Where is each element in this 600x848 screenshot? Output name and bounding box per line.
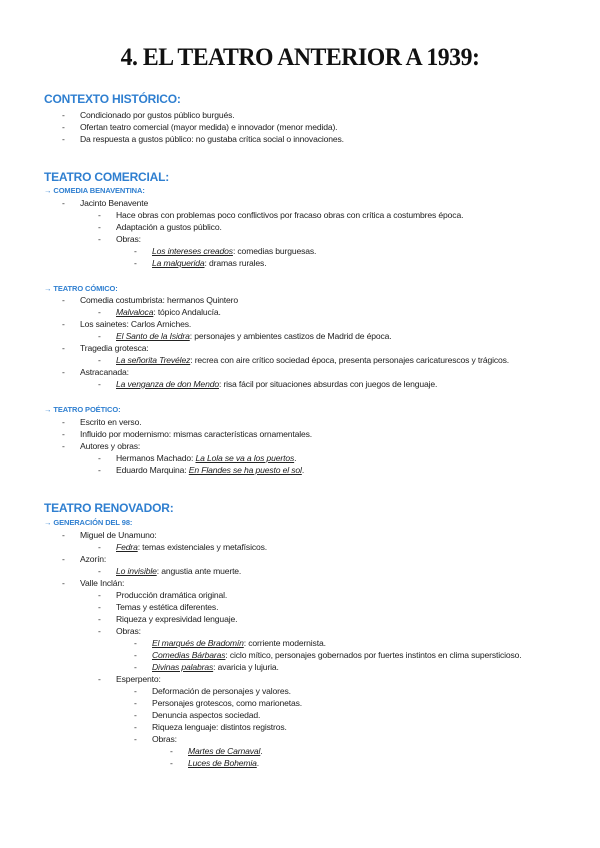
punctuation: . bbox=[260, 746, 263, 756]
bullet-dash: - bbox=[62, 122, 65, 132]
list-item: Esperpento: bbox=[116, 674, 161, 684]
bullet-dash: - bbox=[134, 638, 137, 648]
list-item: Ofertan teatro comercial (mayor medida) e innovador (menor medida). bbox=[80, 122, 338, 132]
list-item bbox=[116, 379, 437, 390]
subsection-heading-comico: → TEATRO CÓMICO: bbox=[44, 284, 118, 293]
work-title: La malquerida bbox=[152, 258, 205, 268]
bullet-dash: - bbox=[62, 578, 65, 588]
bullet-dash: - bbox=[134, 710, 137, 720]
work-title: Los intereses creados bbox=[152, 246, 233, 256]
work-title: Comedias Bárbaras bbox=[152, 650, 226, 660]
section-heading-contexto: CONTEXTO HISTÓRICO: bbox=[44, 92, 181, 106]
bullet-dash: - bbox=[98, 379, 101, 389]
list-item: Influido por modernismo: mismas características ornamentales. bbox=[80, 429, 313, 439]
list-item bbox=[152, 638, 326, 649]
subsection-heading-poetico: → TEATRO POÉTICO: bbox=[44, 405, 121, 414]
work-title: En Flandes se ha puesto el sol bbox=[188, 465, 302, 475]
work-desc: : recrea con aire crítico sociedad época, presenta personajes caricaturescos y trágicos. bbox=[190, 355, 510, 365]
list-item: Comedia costumbrista: hermanos Quintero bbox=[80, 295, 238, 305]
bullet-dash: - bbox=[98, 234, 101, 244]
bullet-dash: - bbox=[62, 319, 65, 329]
page-title: 4. EL TEATRO ANTERIOR A 1939: bbox=[120, 44, 480, 71]
list-item: Temas y estética diferentes. bbox=[116, 602, 219, 612]
bullet-dash: - bbox=[62, 530, 65, 540]
section-heading-renovador: TEATRO RENOVADOR: bbox=[44, 501, 174, 515]
bullet-dash: - bbox=[98, 465, 101, 475]
list-item bbox=[152, 246, 316, 257]
bullet-dash: - bbox=[62, 295, 65, 305]
bullet-dash: - bbox=[62, 417, 65, 427]
bullet-dash: - bbox=[170, 746, 173, 756]
list-item: Producción dramática original. bbox=[116, 590, 228, 600]
list-item: Condicionado por gustos público burgués. bbox=[80, 110, 235, 120]
list-item bbox=[116, 307, 221, 318]
work-title: La Lola se va a los puertos bbox=[195, 453, 295, 463]
list-item bbox=[116, 542, 267, 553]
list-item: Deformación de personajes y valores. bbox=[152, 686, 291, 696]
work-desc: : angustia ante muerte. bbox=[156, 566, 242, 576]
work-title: Martes de Carnaval bbox=[188, 746, 261, 756]
punctuation: . bbox=[256, 758, 260, 768]
bullet-dash: - bbox=[98, 307, 101, 317]
work-desc: : ciclo mítico, personajes gobernados por fuertes instintos en clima supersticioso. bbox=[225, 650, 522, 660]
bullet-dash: - bbox=[134, 698, 137, 708]
author-name: Eduardo Marquina: bbox=[116, 465, 189, 475]
work-desc: : tópico Andalucía. bbox=[153, 307, 221, 317]
bullet-dash: - bbox=[98, 674, 101, 684]
bullet-dash: - bbox=[98, 566, 101, 576]
list-item bbox=[152, 662, 279, 673]
work-desc: : comedias burguesas. bbox=[232, 246, 317, 256]
work-title: Lo invisible bbox=[116, 566, 157, 576]
bullet-dash: - bbox=[98, 210, 101, 220]
bullet-dash: - bbox=[134, 686, 137, 696]
list-item bbox=[188, 758, 259, 769]
bullet-dash: - bbox=[98, 222, 101, 232]
list-item bbox=[116, 566, 241, 577]
bullet-dash: - bbox=[134, 258, 137, 268]
list-item: Tragedia grotesca: bbox=[80, 343, 149, 353]
bullet-dash: - bbox=[134, 662, 137, 672]
list-item: Azorín: bbox=[80, 554, 107, 564]
list-item bbox=[116, 331, 392, 342]
list-item: Valle Inclán: bbox=[80, 578, 125, 588]
bullet-dash: - bbox=[62, 554, 65, 564]
work-title: Divinas palabras bbox=[152, 662, 214, 672]
bullet-dash: - bbox=[62, 134, 65, 144]
list-item bbox=[116, 453, 296, 464]
bullet-dash: - bbox=[98, 614, 101, 624]
subsection-heading-benaventina: → COMEDIA BENAVENTINA: bbox=[44, 186, 145, 195]
list-item: Astracanada: bbox=[80, 367, 129, 377]
bullet-dash: - bbox=[62, 441, 65, 451]
section-heading-comercial: TEATRO COMERCIAL: bbox=[44, 170, 170, 184]
work-desc: : corriente modernista. bbox=[243, 638, 326, 648]
bullet-dash: - bbox=[62, 198, 65, 208]
bullet-dash: - bbox=[62, 429, 65, 439]
list-item: Obras: bbox=[152, 734, 177, 744]
bullet-dash: - bbox=[98, 453, 101, 463]
bullet-dash: - bbox=[134, 734, 137, 744]
work-title: El Santo de la Isidra bbox=[116, 331, 190, 341]
work-title: Luces de Bohemia bbox=[188, 758, 257, 768]
list-item: Adaptación a gustos público. bbox=[116, 222, 222, 232]
list-item: Jacinto Benavente bbox=[80, 198, 149, 208]
work-desc: : dramas rurales. bbox=[204, 258, 267, 268]
list-item: Da respuesta a gustos público: no gustaba crítica social o innovaciones. bbox=[80, 134, 344, 144]
list-item: Autores y obras: bbox=[80, 441, 141, 451]
list-item: Riqueza y expresividad lenguaje. bbox=[116, 614, 238, 624]
bullet-dash: - bbox=[98, 355, 101, 365]
list-item bbox=[152, 258, 266, 269]
bullet-dash: - bbox=[98, 602, 101, 612]
subsection-heading-g98: → GENERACIÓN DEL 98: bbox=[44, 518, 133, 527]
work-title: Fedra bbox=[116, 542, 138, 552]
work-title: La venganza de don Mendo bbox=[116, 379, 219, 389]
bullet-dash: - bbox=[134, 650, 137, 660]
list-item: Denuncia aspectos sociedad. bbox=[152, 710, 261, 720]
list-item: Personajes grotescos, como marionetas. bbox=[152, 698, 303, 708]
bullet-dash: - bbox=[134, 722, 137, 732]
list-item: Miguel de Unamuno: bbox=[80, 530, 157, 540]
work-title: El marqués de Bradomín bbox=[152, 638, 244, 648]
punctuation: . bbox=[301, 465, 305, 475]
punctuation: . bbox=[294, 453, 297, 463]
work-desc: : risa fácil por situaciones absurdas con juegos de lenguaje. bbox=[218, 379, 438, 389]
bullet-dash: - bbox=[170, 758, 173, 768]
list-item: Escrito en verso. bbox=[80, 417, 142, 427]
work-desc: : personajes y ambientes castizos de Madrid de época. bbox=[189, 331, 392, 341]
list-item: Obras: bbox=[116, 626, 141, 636]
list-item bbox=[152, 650, 522, 661]
bullet-dash: - bbox=[134, 246, 137, 256]
list-item: Riqueza lenguaje: distintos registros. bbox=[152, 722, 287, 732]
work-desc: : temas existenciales y metafísicos. bbox=[137, 542, 267, 552]
bullet-dash: - bbox=[98, 331, 101, 341]
bullet-dash: - bbox=[62, 110, 65, 120]
bullet-dash: - bbox=[62, 343, 65, 353]
list-item: Hace obras con problemas poco conflictivos por fracaso obras con crítica a costumbres época. bbox=[116, 210, 464, 220]
author-name: Hermanos Machado: bbox=[116, 453, 196, 463]
bullet-dash: - bbox=[98, 590, 101, 600]
list-item bbox=[188, 746, 263, 757]
list-item bbox=[116, 355, 509, 366]
bullet-dash: - bbox=[98, 542, 101, 552]
list-item: Obras: bbox=[116, 234, 141, 244]
bullet-dash: - bbox=[62, 367, 65, 377]
list-item bbox=[116, 465, 304, 476]
work-title: Malvaloca bbox=[116, 307, 154, 317]
work-desc: : avaricia y lujuria. bbox=[213, 662, 279, 672]
bullet-dash: - bbox=[98, 626, 101, 636]
list-item: Los sainetes: Carlos Arniches. bbox=[80, 319, 192, 329]
work-title: La señorita Trevélez bbox=[116, 355, 191, 365]
